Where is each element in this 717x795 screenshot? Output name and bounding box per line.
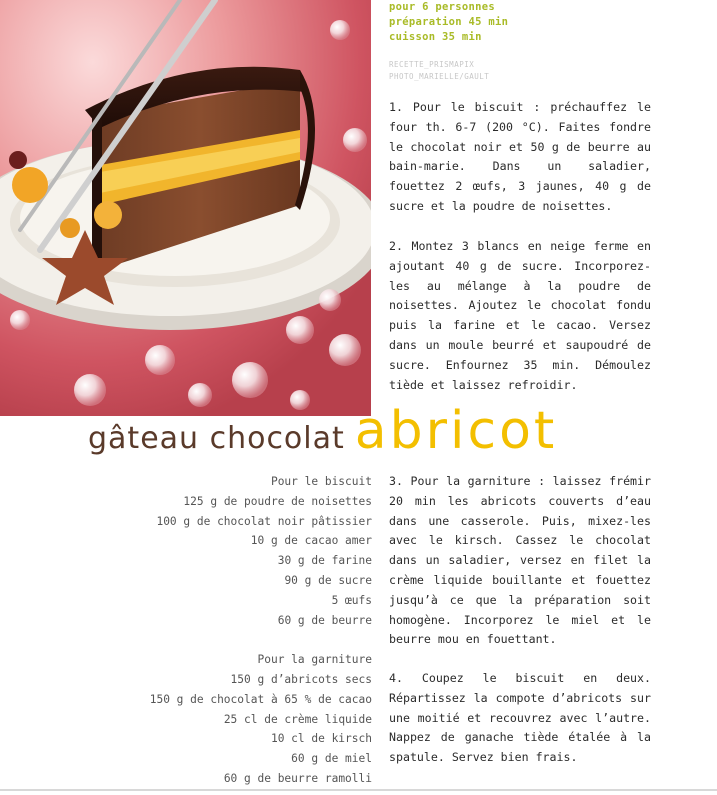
title-part-1: gâteau chocolat (88, 421, 345, 456)
ingredients-heading-garniture: Pour la garniture (257, 653, 372, 667)
prep-time-text: préparation 45 min (389, 16, 509, 28)
ingredient-item: 150 g d’abricots secs (230, 672, 372, 686)
ingredient-item: 10 cl de kirsch (270, 732, 372, 746)
ingredient-item: 10 g de cacao amer (250, 534, 372, 548)
servings-text: pour 6 personnes (389, 1, 495, 13)
ingredient-item: 60 g de miel (291, 752, 372, 766)
ingredient-item: 60 g de beurre (277, 613, 372, 627)
cook-time-text: cuisson 35 min (389, 31, 482, 43)
ingredient-item: 25 cl de crème liquide (223, 712, 372, 726)
ingredient-item: 125 g de poudre de noisettes (183, 494, 372, 508)
step-3: 3. Pour la garniture : laissez frémir 20 min les abricots couverts d’eau dans une casserole. Puis, mixez-les avec le kirsch. Cassez le chocolat dans un saladier, versez en filet la crème liquide bouillante et fouettez jusqu’à ce que la préparation soit homogène. Incorporez le miel et le beurre mou en fouettant. (389, 474, 651, 647)
page-bottom-rule (0, 789, 717, 791)
ingredient-item: 100 g de chocolat noir pâtissier (156, 514, 372, 528)
ingredient-item: 60 g de beurre ramolli (223, 771, 372, 785)
recipe-meta (389, 0, 709, 83)
cake-illustration (0, 0, 371, 416)
recipe-credit: RECETTE_PRISMAPIX (389, 60, 475, 69)
photo-credit: PHOTO_MARIELLE/GAULT (389, 72, 490, 81)
recipe-title (88, 401, 557, 461)
cake-photo (0, 0, 371, 416)
ingredients-heading-biscuit: Pour le biscuit (270, 475, 372, 488)
step-1: 1. Pour le biscuit : préchauffez le four th. 6-7 (200 °C). Faites fondre le chocolat noir et 50 g de beurre au bain-marie. Dans un saladier, fouettez 2 œufs, 3 jaunes, 40 g de sucre et la poudre de noisettes. (389, 100, 651, 213)
ingredient-item: 30 g de farine (277, 554, 372, 568)
ingredients-list (120, 472, 372, 789)
step-4: 4. Coupez le biscuit en deux. Répartissez la compote d’abricots sur une moitié et recouvrez avec l’autre. Nappez de ganache tiède étalée à la spatule. Servez bien frais. (389, 671, 651, 765)
ingredient-item: 150 g de chocolat à 65 % de cacao (149, 692, 372, 706)
step-2: 2. Montez 3 blancs en neige ferme en ajoutant 40 g de sucre. Incorporez-les au mélange à la poudre de noisettes. Ajoutez le chocolat fondu puis la farine et le cacao. Versez dans un moule beurré et saupoudré de sucre. Enfournez 35 min. Démoulez tiède et laissez refroidir. (389, 239, 651, 392)
title-part-2: abricot (354, 401, 558, 461)
ingredient-item: 90 g de sucre (284, 573, 372, 587)
ingredients-spacer (120, 630, 372, 650)
ingredient-item: 5 œufs (331, 593, 372, 607)
